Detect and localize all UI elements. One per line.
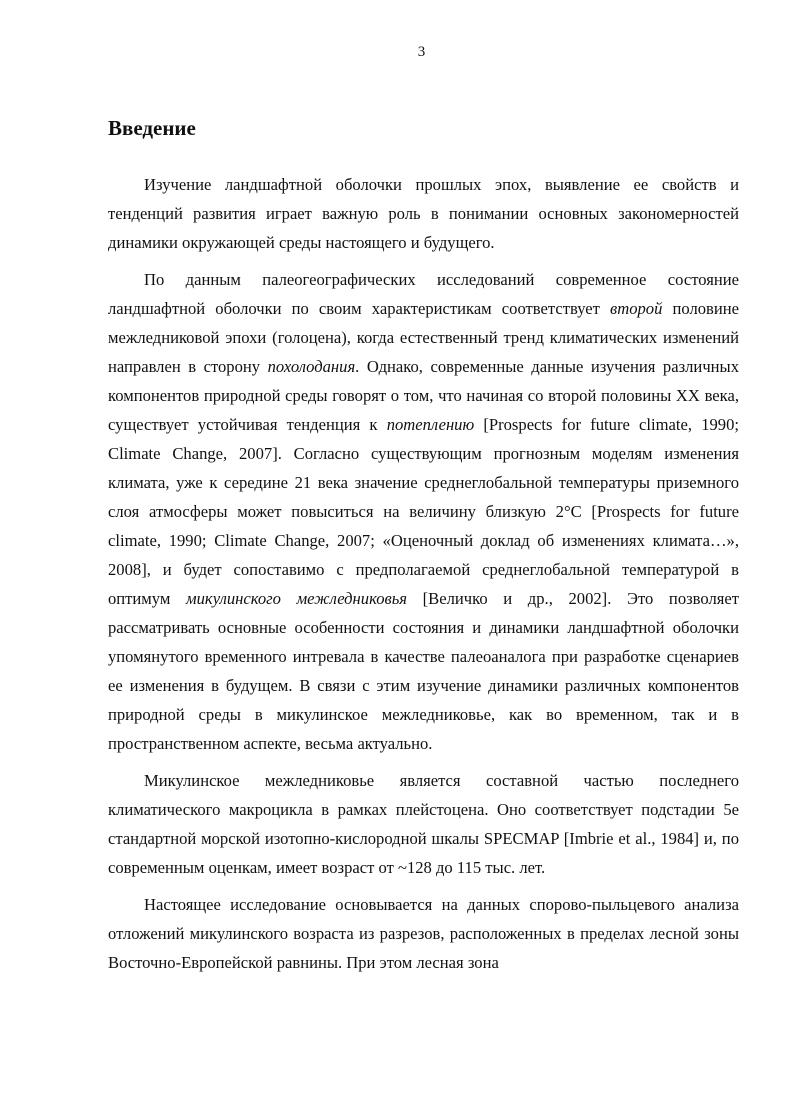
- text-segment: Настоящее исследование основывается на данных спорово-пыльцевого анализа отложений микулинского возраста из разрезов, расположенных в пределах лесной зоны Восточно-Европейской равнины. При этом лесная зона: [108, 895, 739, 972]
- italic-term: похолодания: [267, 357, 356, 376]
- text-segment: [Prospects for future climate, 1990; Climate Change, 2007]. Согласно существующим прогнозным моделям изменения климата, уже к середине 21 века значение среднеглобальной температуры приземного слоя атмосферы может повыситься на величину близкую 2°С [Prospects for future climate, 1990; Climate Change, 2007; «Оценочный доклад об изменениях климата…», 2008], и будет сопоставимо с предполагаемой среднеглобальной температурой в оптимум: [108, 415, 739, 608]
- italic-term: потеплению: [386, 415, 475, 434]
- paragraph-3: [108, 766, 739, 882]
- page-number: 3: [417, 44, 426, 60]
- text-segment: половине межледниковой эпохи (голоцена), когда естественный тренд климатических изменений направлен в сторону: [108, 299, 739, 376]
- paragraph-2: [108, 265, 739, 758]
- italic-term: второй: [610, 299, 663, 318]
- section-title: Введение: [108, 116, 196, 140]
- paragraph-4: [108, 890, 739, 977]
- paragraph-1: [108, 170, 739, 257]
- text-segment: [Величко и др., 2002]. Это позволяет рассматривать основные особенности состояния и динамики ландшафтной оболочки упомянутого временного интревала в качестве палеоаналога при разработке сценариев ее изменения в будущем. В связи с этим изучение динамики различных компонентов природной среды в микулинское межледниковье, как во временном, так и в пространственном аспекте, весьма актуально.: [108, 589, 739, 753]
- text-segment: . Однако, современные данные изучения различных компонентов природной среды говорят о том, что начиная со второй половины XX века, существует устойчивая тенденция к: [108, 357, 739, 434]
- text-segment: Микулинское межледниковье является составной частью последнего климатического макроцикла в рамках плейстоцена. Оно соответствует подстадии 5е стандартной морской изотопно-кислородной шкалы SPECMAP [Imbrie et al., 1984] и, по современным оценкам, имеет возраст от ~128 до 115 тыс. лет.: [108, 771, 739, 877]
- text-segment: По данным палеогеографических исследований современное состояние ландшафтной оболочки по своим характеристикам соответствует: [108, 270, 739, 318]
- italic-term: микулинского межледниковья: [186, 589, 407, 608]
- body-text: [108, 170, 739, 977]
- text-segment: Изучение ландшафтной оболочки прошлых эпох, выявление ее свойств и тенденций развития играет важную роль в понимании основных закономерностей динамики окружающей среды настоящего и будущего.: [108, 175, 739, 252]
